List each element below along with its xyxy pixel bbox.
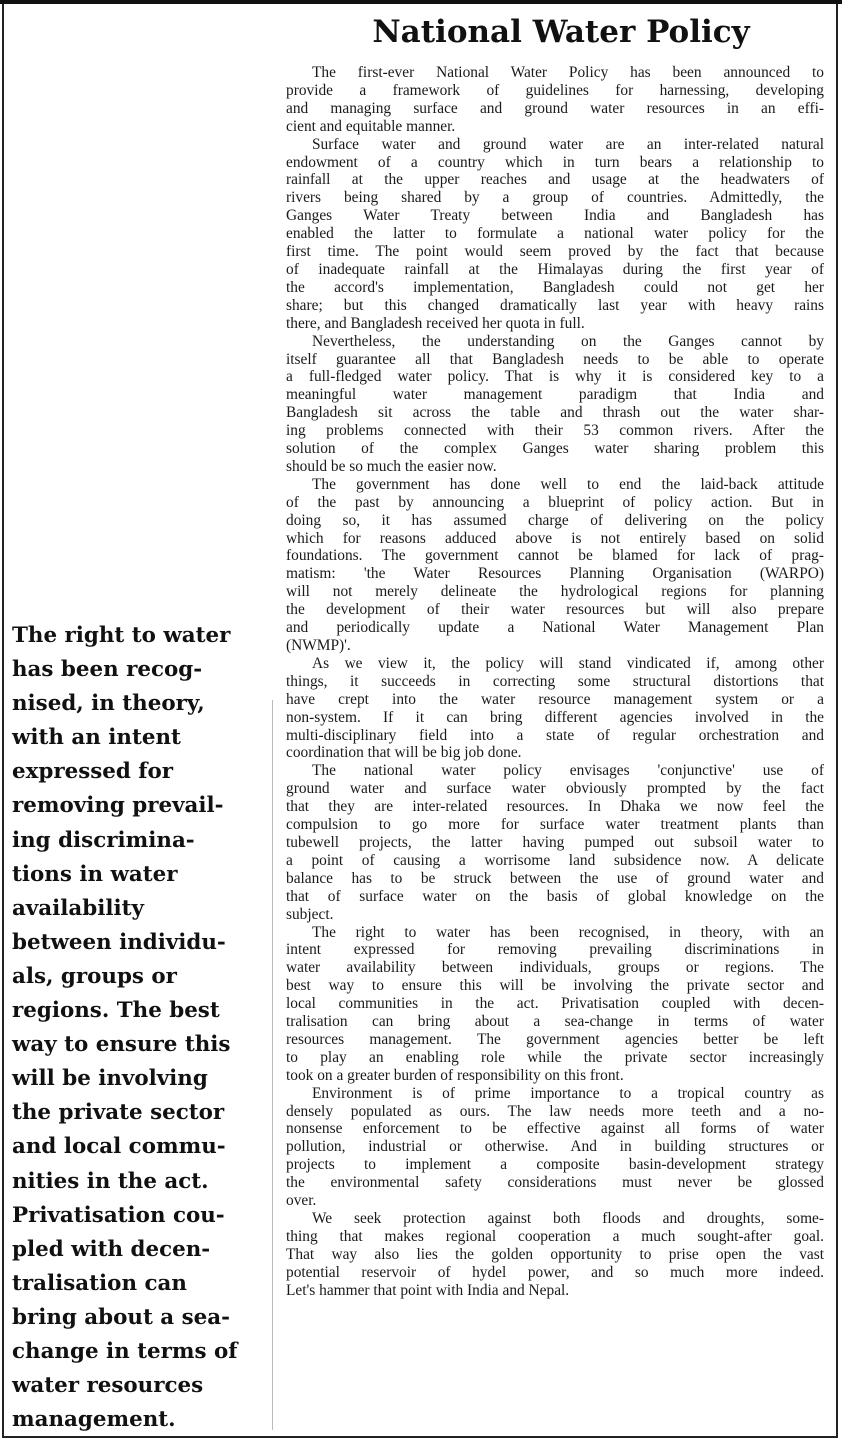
pull-quote-line: water resources xyxy=(12,1373,204,1399)
article-line: Surface water and ground water are an inter-related natural xyxy=(312,135,824,153)
pull-quote-line: way to ensure this xyxy=(12,1032,231,1058)
article-line: balance has to be struck between the use of ground water and xyxy=(286,869,824,887)
article-line: ground water and surface water obviously prompted by the fact xyxy=(286,780,824,798)
article-line: share; but this changed dramatically last year with heavy rains xyxy=(286,296,824,314)
article-line: things, it succeeds in correcting some structural distortions that xyxy=(286,672,824,690)
pull-quote-line: between individu- xyxy=(12,929,226,955)
article-line: intent expressed for removing prevailing discriminations in xyxy=(286,941,824,959)
article-line: there, and Bangladesh received her quota in full. xyxy=(286,314,585,332)
pull-quote-line: management. xyxy=(12,1407,176,1433)
article-line: have crept into the water resource management system or a xyxy=(286,690,824,708)
pull-quote-line: regions. The best xyxy=(12,998,220,1024)
article-line: of the past by announcing a blueprint of policy action. But in xyxy=(286,493,824,511)
article-line: first time. The point would seem proved by the fact that because xyxy=(286,243,824,261)
article-line: rivers being shared by a group of countries. Admittedly, the xyxy=(286,189,824,207)
article-line: nonsense enforcement to be effective against all forms of water xyxy=(286,1120,824,1138)
column-divider xyxy=(272,700,273,1430)
article-body xyxy=(286,64,824,1300)
pull-quote-line: nised, in theory, xyxy=(12,691,205,717)
article-line: water availability between individuals, groups or regions. The xyxy=(286,959,824,977)
article-line: enabled the latter to formulate a national water policy for the xyxy=(286,225,824,243)
pull-quote-line: availability xyxy=(12,895,144,921)
article-line: doing so, it has assumed charge of delivering on the policy xyxy=(286,511,824,529)
pull-quote-line: bring about a sea- xyxy=(12,1304,230,1330)
article-line: The first-ever National Water Policy has been announced to xyxy=(312,64,824,81)
article-line: rainfall at the upper reaches and usage at the headwaters of xyxy=(286,171,824,189)
pull-quote-line: tralisation can xyxy=(12,1270,187,1296)
article-line: solution of the complex Ganges water sharing problem this xyxy=(286,440,824,458)
article-line: the environmental safety considerations must never be glossed xyxy=(286,1174,824,1192)
pull-quote-line: als, groups or xyxy=(12,963,177,989)
article-line: The national water policy envisages 'conjunctive' use of xyxy=(312,762,824,780)
article-line: foundations. The government cannot be blamed for lack of prag- xyxy=(286,547,824,565)
article-line: Nevertheless, the understanding on the Ganges cannot by xyxy=(312,332,824,350)
article-line: We seek protection against both floods and droughts, some- xyxy=(312,1210,824,1227)
article-line: (NWMP)'. xyxy=(286,637,351,654)
article-line: to play an enabling role while the private sector increasingly xyxy=(286,1048,824,1066)
article-line: tralisation can bring about a sea-change in terms of water xyxy=(286,1013,824,1031)
pull-quote-line: expressed for xyxy=(12,759,174,785)
pull-quote-line: with an intent xyxy=(12,725,181,751)
pull-quote-line: tions in water xyxy=(12,861,178,887)
article-line: and managing surface and ground water resources in an effi- xyxy=(286,99,824,117)
article-line: multi-disciplinary field into a state of regular orchestration and xyxy=(286,726,824,744)
article-line: The right to water has been recognised, in theory, with an xyxy=(312,923,824,941)
article-line: provide a framework of guidelines for harnessing, developing xyxy=(286,81,824,99)
article-line: will not merely delineate the hydrological regions for planning xyxy=(286,583,824,601)
article-line: projects to implement a composite basin-development strategy xyxy=(286,1156,824,1174)
article-line: compulsion to go more for surface water treatment plants than xyxy=(286,816,824,834)
article-line: matism: 'the Water Resources Planning Organisation (WARPO) xyxy=(286,565,824,583)
article-line: should be so much the easier now. xyxy=(286,457,497,475)
article-line: Bangladesh sit across the table and thrash out the water shar- xyxy=(286,404,824,422)
pull-quote xyxy=(12,619,266,1437)
article-line: the accord's implementation, Bangladesh could not get her xyxy=(286,278,824,296)
article-line: As we view it, the policy will stand vindicated if, among other xyxy=(312,654,824,672)
article-line: That way also lies the golden opportunity to prise open the vast xyxy=(286,1245,824,1263)
article-line: a full-fledged water policy. That is why it is considered key to a xyxy=(286,368,824,386)
article-line: took on a greater burden of responsibility on this front. xyxy=(286,1066,624,1084)
article-line: endowment of a country which in turn bears a relationship to xyxy=(286,153,824,171)
article-line: best way to ensure this will be involving the private sector and xyxy=(286,977,824,995)
article-line: resources management. The government agencies better be left xyxy=(286,1030,824,1048)
article-line: Environment is of prime importance to a tropical country as xyxy=(312,1084,824,1102)
article-line: itself guarantee all that Bangladesh needs to be able to operate xyxy=(286,350,824,368)
pull-quote-line: removing prevail- xyxy=(12,793,224,819)
article-line: densely populated as ours. The law needs more teeth and a no- xyxy=(286,1102,824,1120)
article-line: meaningful water management paradigm that India and xyxy=(286,386,824,404)
article-line: Let's hammer that point with India and Nepal. xyxy=(286,1281,570,1299)
pull-quote-line: Privatisation cou- xyxy=(12,1202,225,1228)
article-line: and periodically update a National Water Management Plan xyxy=(286,619,824,637)
article-line: Ganges Water Treaty between India and Bangladesh has xyxy=(286,207,824,225)
article-line: non-system. If it can bring different agencies involved in the xyxy=(286,708,824,726)
pull-quote-line: ing discrimina- xyxy=(12,827,195,853)
article-line: over. xyxy=(286,1192,317,1210)
article-line: pollution, industrial or otherwise. And in building structures or xyxy=(286,1138,824,1156)
article-line: cient and equitable manner. xyxy=(286,117,456,135)
article-line: ing problems connected with their 53 common rivers. After the xyxy=(286,422,824,440)
article-line: which for reasons adduced above is not entirely based on solid xyxy=(286,529,824,547)
article-line: a point of causing a worrisome land subsidence now. A delicate xyxy=(286,851,824,869)
article-line: thing that makes regional cooperation a much sought-after goal. xyxy=(286,1227,824,1245)
pull-quote-line: nities in the act. xyxy=(12,1168,209,1194)
article-line: The government has done well to end the laid-back attitude xyxy=(312,475,824,493)
pull-quote-line: pled with decen- xyxy=(12,1236,211,1262)
pull-quote-line: change in terms of xyxy=(12,1338,238,1364)
pull-quote-line: will be involving xyxy=(12,1066,208,1092)
pull-quote-line: and local commu- xyxy=(12,1134,226,1160)
article-line: tubewell projects, the latter having pumped out subsoil water to xyxy=(286,833,824,851)
article-line: subject. xyxy=(286,905,334,923)
pull-quote-line: has been recog- xyxy=(12,657,203,683)
article-line: local communities in the act. Privatisation coupled with decen- xyxy=(286,995,824,1013)
pull-quote-line: The right to water xyxy=(12,623,231,648)
article-line: that of surface water on the basis of global knowledge on the xyxy=(286,887,824,905)
article-line: that they are inter-related resources. In Dhaka we now feel the xyxy=(286,798,824,816)
article-line: of inadequate rainfall at the Himalayas during the first year of xyxy=(286,260,824,278)
article-line: potential reservoir of hydel power, and so much more indeed. xyxy=(286,1263,824,1281)
article-line: coordination that will be big job done. xyxy=(286,744,522,762)
headline: National Water Policy xyxy=(372,14,750,50)
pull-quote-line: the private sector xyxy=(12,1100,225,1126)
article-line: the development of their water resources but will also prepare xyxy=(286,601,824,619)
